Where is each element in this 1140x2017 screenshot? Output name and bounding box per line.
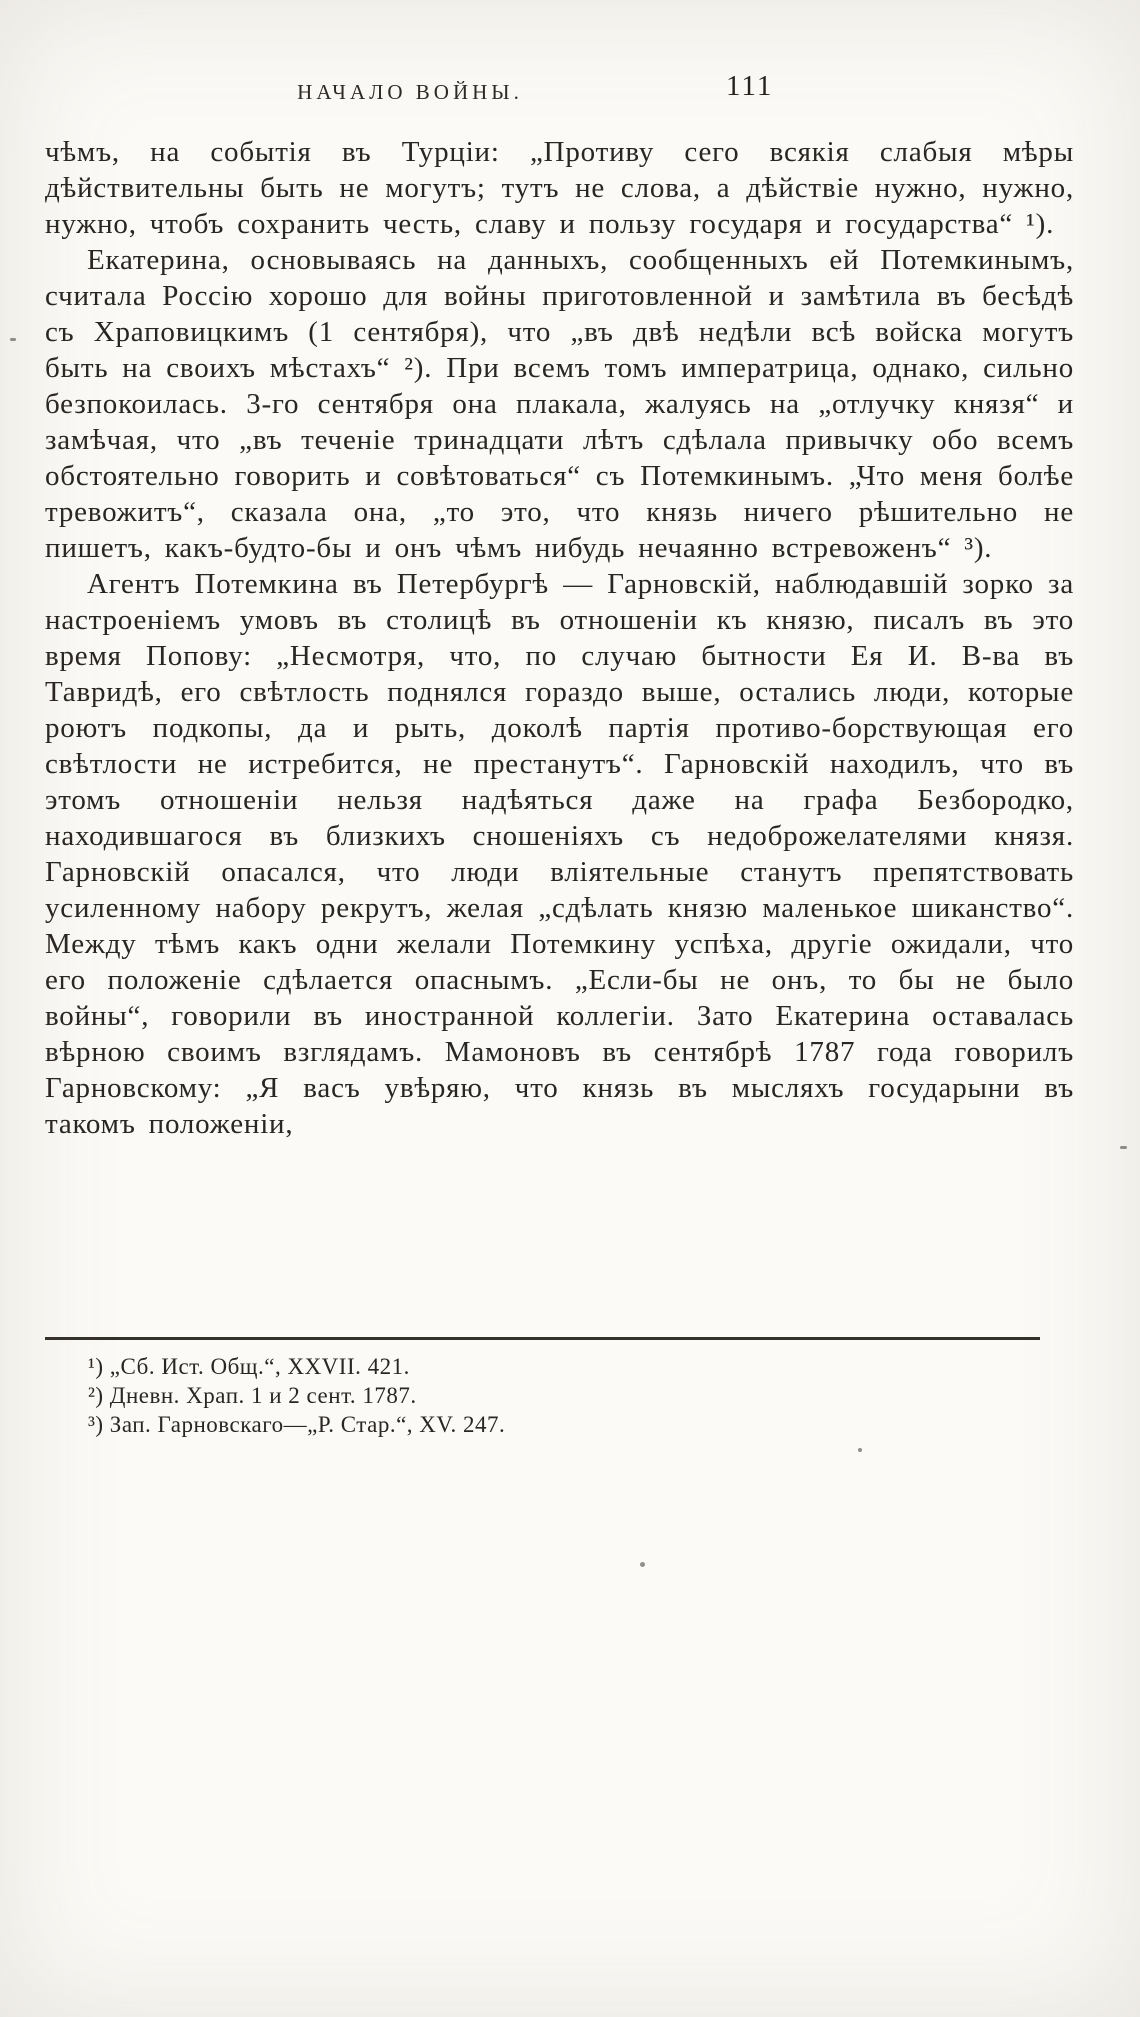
scan-speck <box>858 1448 862 1452</box>
paragraph: Екатерина, основываясь на данныхъ, сообщенныхъ ей Потемкинымъ, считала Россію хорошо для войны приготовленной и замѣтила въ бесѣдѣ съ Храповицкимъ (1 сентября), что „въ двѣ недѣли всѣ войска могутъ быть на своихъ мѣстахъ“ ²). При всемъ томъ императрица, однако, сильно безпокоилась. 3-го сентября она плакала, жалуясь на „отлучку князя“ и замѣчая, что „въ теченіе тринадцати лѣтъ сдѣлала привычку обо всемъ обстоятельно говорить и совѣтоваться“ съ Потемкинымъ. „Что меня болѣе тревожитъ“, сказала она, „то это, что князь ничего рѣшительно не пишетъ, какъ-будто-бы и онъ чѣмъ нибудь нечаянно встревоженъ“ ³). <box>45 244 1074 564</box>
footnote-3: ³) Зап. Гарновскаго—„Р. Стар.“, XV. 247. <box>88 1412 506 1437</box>
page-number: 111 <box>726 70 774 102</box>
footnote-rule <box>45 1337 1040 1340</box>
page-body <box>45 134 1074 1142</box>
scan-speck <box>10 338 16 341</box>
paragraph: Агентъ Потемкина въ Петербургѣ — Гарновскій, наблюдавшій зорко за настроеніемъ умовъ въ столицѣ въ отношеніи къ князю, писалъ въ это время Попову: „Несмотря, что, по случаю бытности Ея И. В-ва въ Тавридѣ, его свѣтлость поднялся гораздо выше, остались люди, которые роютъ подкопы, да и рыть, доколѣ партія противо-борствующая его свѣтлости не истребится, не престанутъ“. Гарновскій находилъ, что въ этомъ отношеніи нельзя надѣяться даже на графа Безбородко, находившагося въ близкихъ сношеніяхъ съ недоброжелателями князя. Гарновскій опасался, что люди вліятельные станутъ препятствовать усиленному набору рекрутъ, желая „сдѣлать князю маленькое шиканство“. Между тѣмъ какъ одни желали Потемкину успѣха, другіе ожидали, что его положеніе сдѣлается опаснымъ. „Если-бы не онъ, то бы не было войны“, говорили въ иностранной коллегіи. Зато Екатерина оставалась вѣрною своимъ взглядамъ. Мамоновъ въ сентябрѣ 1787 года говорилъ Гарновскому: „Я васъ увѣряю, что князь въ мысляхъ государыни въ такомъ положеніи, <box>45 568 1074 1140</box>
paragraph-continuation: чѣмъ, на событія въ Турціи: „Противу сего всякія слабыя мѣры дѣйствительны быть не могутъ; тутъ не слова, а дѣйствіе нужно, нужно, нужно, чтобъ сохранить честь, славу и пользу государя и государства“ ¹). <box>45 136 1074 240</box>
footnote-2: ²) Дневн. Храп. 1 и 2 сент. 1787. <box>88 1383 417 1408</box>
scan-speck <box>1120 1146 1127 1149</box>
footnote-1: ¹) „Сб. Ист. Общ.“, XXVII. 421. <box>88 1354 410 1379</box>
scan-speck <box>640 1562 645 1567</box>
running-head: НАЧАЛО ВОЙНЫ. <box>297 80 523 104</box>
footnotes <box>88 1352 1028 1439</box>
